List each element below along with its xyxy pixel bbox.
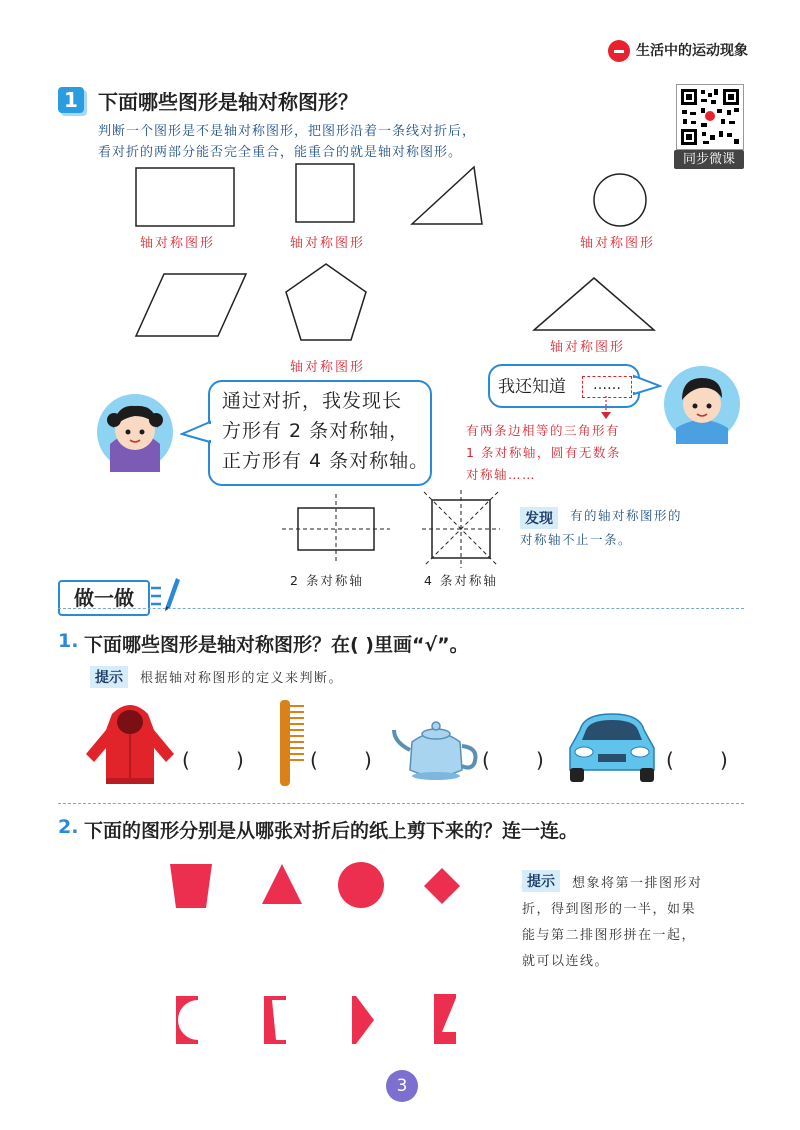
rectangle-shape xyxy=(134,166,236,228)
label-pentagon: 轴对称图形 xyxy=(290,360,366,375)
section-title: 下面哪些图形是轴对称图形？ xyxy=(98,90,358,114)
square-shape xyxy=(294,162,356,224)
q2-hint-line-1: 想象将第一排图形对 xyxy=(572,876,703,891)
q2-number: 2. xyxy=(58,816,79,838)
boy-bubble-text: 我还知道 xyxy=(498,377,566,397)
girl-bubble-line-2: 方形有 2 条对称轴， xyxy=(222,420,410,442)
unit-title: 生活中的运动现象 xyxy=(636,43,748,59)
qr-code-icon[interactable] xyxy=(676,84,744,150)
comb-image xyxy=(276,698,308,788)
q1-paren-2-left: ( xyxy=(310,748,318,772)
do-it-title: 做一做 xyxy=(58,580,150,616)
red-note-line-3: 对称轴…… xyxy=(466,467,537,482)
rectangle-axes-diagram xyxy=(282,494,390,564)
q1-paren-4-right: ) xyxy=(720,748,728,772)
boy-bubble-tail xyxy=(632,374,662,396)
q1-paren-4-left: ( xyxy=(666,748,674,772)
divider-2 xyxy=(58,803,744,804)
q1-paren-1-left: ( xyxy=(182,748,190,772)
arrow-down-icon xyxy=(600,396,612,420)
find-text-line-1: 有的轴对称图形的 xyxy=(570,508,683,523)
note-line-1: 判断一个图形是不是轴对称图形，把图形沿着一条线对折后， xyxy=(98,124,477,139)
q1-paren-3-left: ( xyxy=(482,748,490,772)
parallelogram-shape xyxy=(134,272,248,338)
label-isosceles-triangle: 轴对称图形 xyxy=(550,340,626,355)
q1-hint-text: 根据轴对称图形的定义来判断。 xyxy=(140,671,344,686)
cut-triangle-shape[interactable] xyxy=(260,862,304,906)
find-tag: 发现 xyxy=(520,507,558,529)
girl-avatar xyxy=(92,392,178,472)
cut-diamond-shape[interactable] xyxy=(422,866,462,906)
q1-text: 下面哪些图形是轴对称图形？在( )里画“√”。 xyxy=(84,634,469,656)
folded-half-diamond-paper[interactable] xyxy=(432,992,458,1046)
q2-hint-tag: 提示 xyxy=(522,870,560,892)
q2-hint-line-3: 能与第二排图形拼在一起， xyxy=(522,928,697,943)
boy-avatar xyxy=(662,364,742,444)
red-hoodie-image xyxy=(82,700,178,786)
square-axes-label: 4 条对称轴 xyxy=(424,573,498,588)
find-text-line-2: 对称轴不止一条。 xyxy=(520,532,633,547)
folded-half-triangle-paper[interactable] xyxy=(350,994,376,1046)
girl-bubble-line-3: 正方形有 4 条对称轴。 xyxy=(222,450,430,472)
qr-label: 同步微课 xyxy=(674,150,744,169)
q1-number: 1. xyxy=(58,630,79,652)
boy-bubble-blank: …… xyxy=(582,376,632,398)
scalene-triangle-shape xyxy=(410,164,484,226)
note-line-2: 看对折的两部分能否完全重合，能重合的就是轴对称图形。 xyxy=(98,145,463,160)
folded-half-circle-paper[interactable] xyxy=(174,994,200,1046)
girl-bubble-line-1: 通过对折，我发现长 xyxy=(222,390,403,412)
q1-paren-2-right: ) xyxy=(364,748,372,772)
q1-answer-box-4[interactable] xyxy=(676,750,716,774)
pentagon-shape xyxy=(284,262,368,342)
q1-paren-1-right: ) xyxy=(236,748,244,772)
teapot-image xyxy=(390,712,482,782)
rectangle-axes-label: 2 条对称轴 xyxy=(290,573,364,588)
red-note-line-2: 1 条对称轴，圆有无数条 xyxy=(466,445,621,460)
square-axes-diagram xyxy=(422,490,500,568)
red-note-line-1: 有两条边相等的三角形有 xyxy=(466,423,621,438)
isosceles-triangle-shape xyxy=(532,276,656,332)
q2-hint-line-2: 折，得到图形的一半，如果 xyxy=(522,902,697,917)
cut-trapezoid-shape[interactable] xyxy=(168,862,214,910)
divider-1 xyxy=(58,608,744,609)
q1-hint-tag: 提示 xyxy=(90,666,128,688)
q1-answer-box-2[interactable] xyxy=(320,750,360,774)
q1-answer-box-1[interactable] xyxy=(192,750,232,774)
unit-badge-icon xyxy=(608,40,630,62)
section-number: 1 xyxy=(58,87,84,113)
pencil-icon xyxy=(148,574,182,612)
label-square: 轴对称图形 xyxy=(290,236,366,251)
q2-hint-line-4: 就可以连线。 xyxy=(522,954,610,969)
label-rectangle: 轴对称图形 xyxy=(140,236,216,251)
q1-paren-3-right: ) xyxy=(536,748,544,772)
q1-answer-box-3[interactable] xyxy=(492,750,532,774)
girl-bubble-tail xyxy=(180,420,212,444)
car-image xyxy=(564,708,660,784)
folded-half-trapezoid-paper[interactable] xyxy=(262,994,288,1046)
cut-circle-shape[interactable] xyxy=(336,860,386,910)
label-circle: 轴对称图形 xyxy=(580,236,656,251)
circle-shape xyxy=(592,172,648,228)
q2-text: 下面的图形分别是从哪张对折后的纸上剪下来的？连一连。 xyxy=(84,820,579,842)
page-number: 3 xyxy=(386,1070,418,1102)
